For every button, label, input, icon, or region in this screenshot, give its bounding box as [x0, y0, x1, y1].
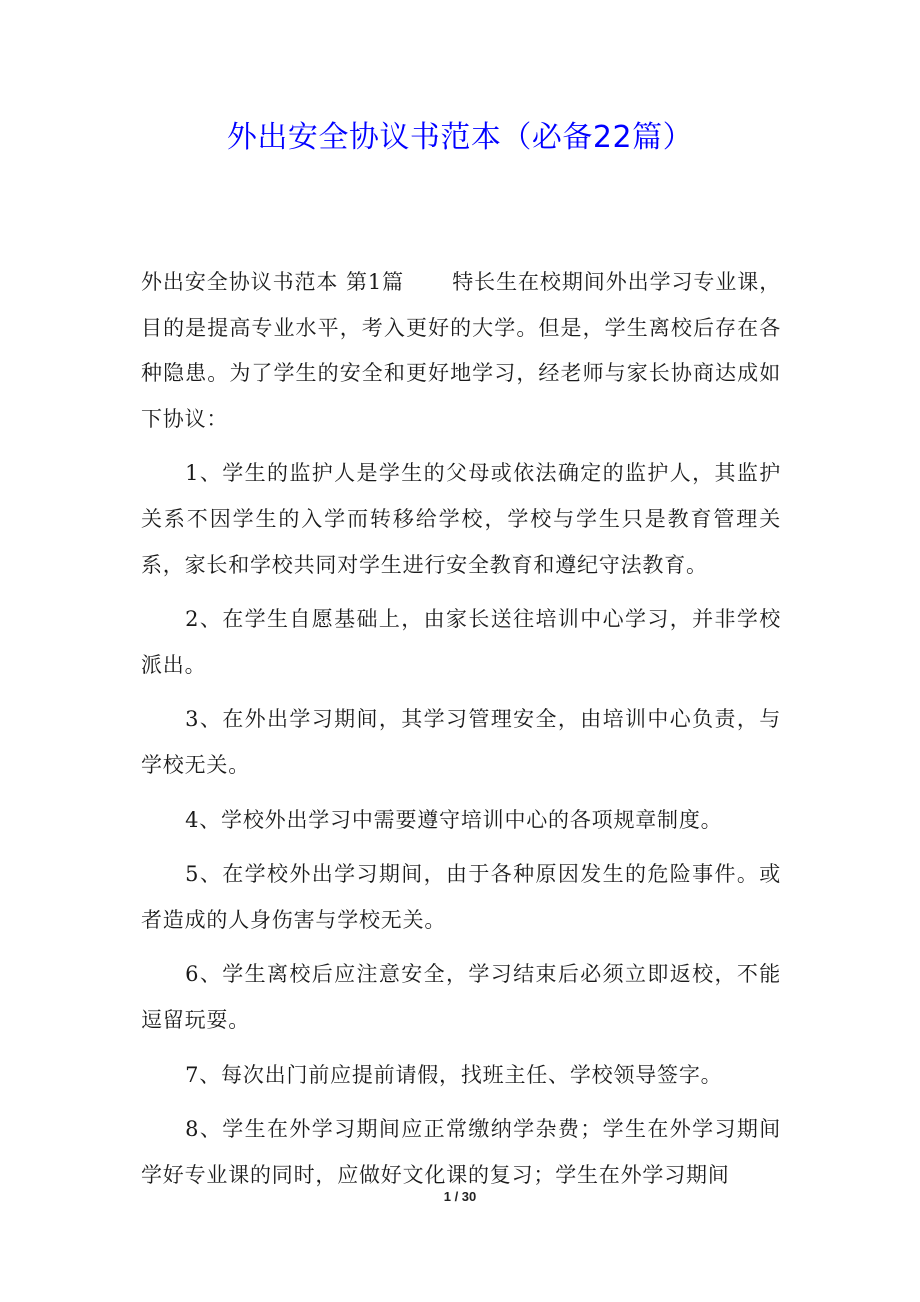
intro-heading: 外出安全协议书范本 第1篇 — [141, 270, 405, 294]
list-item-6: 6、学生离校后应注意安全，学习结束后必须立即返校，不能逗留玩耍。 — [141, 962, 781, 1032]
list-item-3: 3、在外出学习期间，其学习管理安全，由培训中心负责，与学校无关。 — [141, 707, 781, 777]
list-item-8: 8、学生在外学习期间应正常缴纳学杂费；学生在外学习期间学好专业课的同时，应做好文化课的复习；学生在外学习期间 — [141, 1117, 781, 1187]
document-body — [141, 260, 781, 1198]
document-title: 外出安全协议书范本（必备22篇） — [226, 120, 694, 155]
page-number: 1 / 30 — [443, 1189, 477, 1204]
intro-text: 特长生在校期间外出学习专业课，目的是提高专业水平，考入更好的大学。但是，学生离校后存在各种隐患。为了学生的安全和更好地学习，经老师与家长协商达成如下协议： — [141, 270, 782, 431]
list-item-5: 5、在学校外出学习期间，由于各种原因发生的危险事件。或者造成的人身伤害与学校无关。 — [141, 862, 781, 932]
intro-paragraph — [141, 260, 781, 442]
list-item-4: 4、学校外出学习中需要遵守培训中心的各项规章制度。 — [185, 807, 723, 832]
list-item-1: 1、学生的监护人是学生的父母或依法确定的监护人，其监护关系不因学生的入学而转移给学校，学校与学生只是教育管理关系，家长和学校共同对学生进行安全教育和遵纪守法教育。 — [141, 461, 781, 577]
list-item-2: 2、在学生自愿基础上，由家长送往培训中心学习，并非学校派出。 — [141, 607, 781, 677]
list-item-7: 7、每次出门前应提前请假，找班主任、学校领导签字。 — [185, 1062, 723, 1087]
